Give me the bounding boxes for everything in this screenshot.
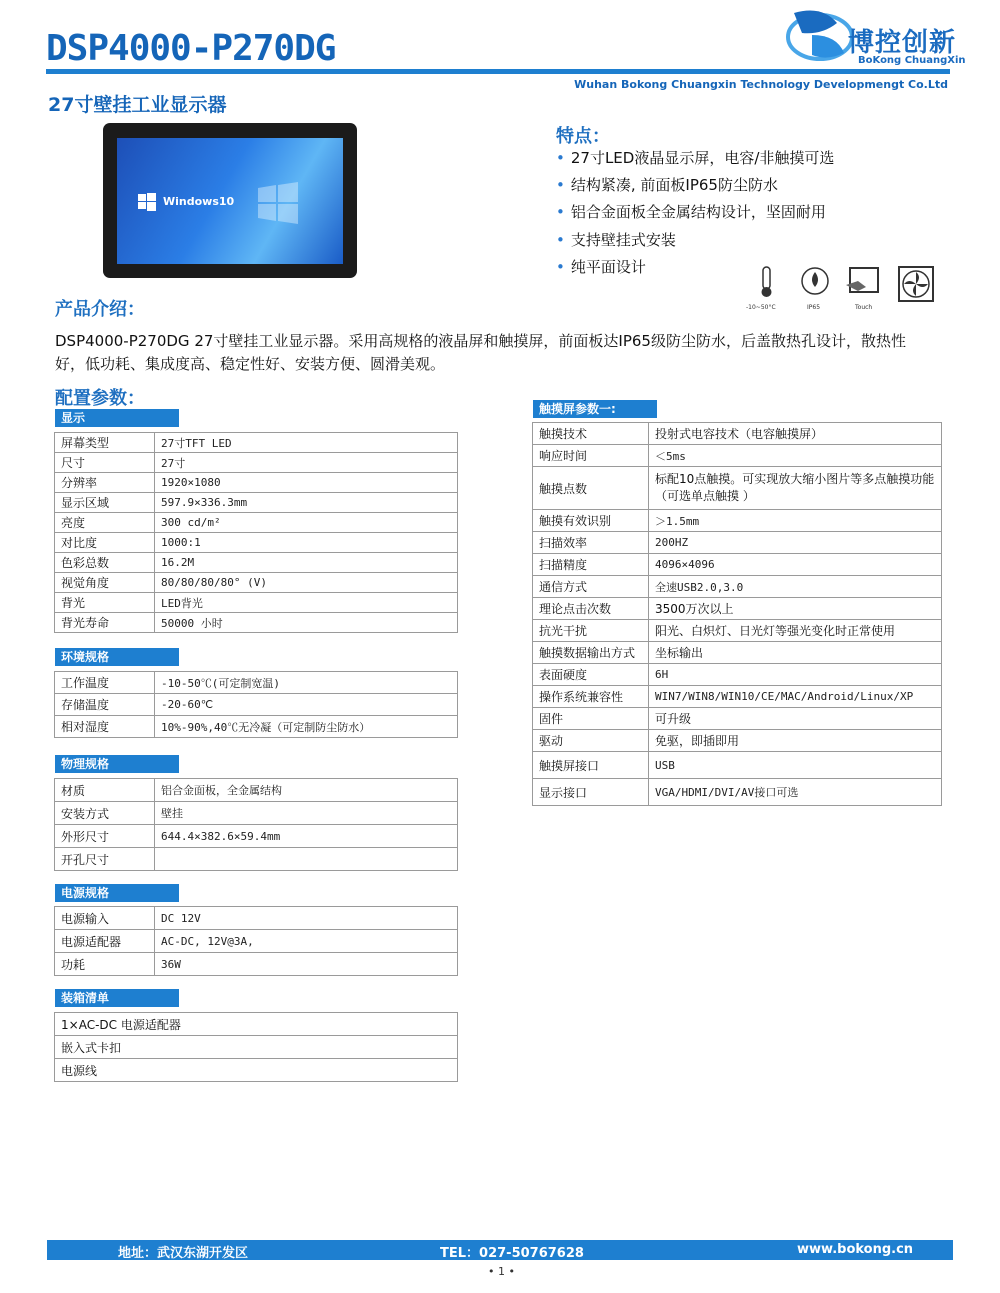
table-row: 背光 LED背光 [55,593,458,613]
table-row: 触摸屏接口 USB [533,752,942,779]
table-row: 通信方式 全速USB2.0,3.0 [533,576,942,598]
footer-address: 地址：武汉东湖开发区 [118,1246,249,1261]
table-row: 亮度 300 cd/m² [55,513,458,533]
table-row: 表面硬度 6H [533,664,942,686]
ip65-label: IP65 [807,304,821,311]
touch-icon [844,265,882,303]
thermometer-icon [748,265,786,303]
page-title: DSP4000-P270DG [46,28,336,69]
table-row: 触摸点数 标配10点触摸。可实现放大缩小图片等多点触摸功能（可选单点触摸 ） [533,467,942,510]
table-row: 屏幕类型 27寸TFT LED [55,433,458,453]
table-row: 分辨率 1920×1080 [55,473,458,493]
table-row: 色彩总数 16.2M [55,553,458,573]
environment-spec-table [54,671,458,738]
power-section-title: 电源规格 [55,884,179,902]
table-row: 触摸技术 投射式电容技术（电容触摸屏） [533,423,942,445]
table-row: 嵌入式卡扣 [55,1036,458,1059]
footer-tel: TEL：027-50767628 [440,1246,584,1261]
product-subtitle: 27寸壁挂工业显示器 [48,94,227,116]
table-row: 1×AC-DC 电源适配器 [55,1013,458,1036]
table-row: 抗光干扰 阳光、白炽灯、日光灯等强光变化时正常使用 [533,620,942,642]
table-row: 安装方式 壁挂 [55,802,458,825]
table-row: 扫描精度 4096×4096 [533,554,942,576]
table-row: 电源线 [55,1059,458,1082]
feature-item: • 结构紧凑, 前面板IP65防尘防水 [556,176,778,194]
intro-heading: 产品介绍： [55,299,145,320]
table-row: 材质 铝合金面板，全金属结构 [55,779,458,802]
thermometer-label: -10~50°C [746,304,776,311]
ip65-icon [796,265,834,303]
table-row: 显示接口 VGA/HDMI/DVI/AV接口可选 [533,779,942,806]
table-row: 固件 可升级 [533,708,942,730]
table-row: 响应时间 ＜5ms [533,445,942,467]
table-row: 视觉角度 80/80/80/80° (V) [55,573,458,593]
power-spec-table [54,906,458,976]
touch-label: Touch [855,304,873,311]
page-number: • 1 • [488,1265,515,1278]
touch-spec-table [532,422,942,806]
features-heading: 特点： [556,126,610,147]
feature-item: • 铝合金面板全金属结构设计，坚固耐用 [556,203,826,221]
display-section-title: 显示 [55,409,179,427]
fan-icon [897,265,935,303]
feature-item: • 支持壁挂式安装 [556,231,676,249]
intro-text: DSP4000-P270DG 27寸壁挂工业显示器。采用高规格的液晶屏和触摸屏，前面板达IP65级防尘防水，后盖散热孔设计，散热性好，低功耗、集成度高、稳定性好、安装方便、圆滑美观。 [55,332,906,373]
table-row: 显示区域 597.9×336.3mm [55,493,458,513]
table-row: 触摸有效识别 ＞1.5mm [533,510,942,532]
table-row: 存储温度 -20-60℃ [55,694,458,716]
feature-item: • 纯平面设计 [556,258,646,276]
table-row: 外形尺寸 644.4×382.6×59.4mm [55,825,458,848]
table-row: 工作温度 -10-50℃(可定制宽温) [55,672,458,694]
physical-section-title: 物理规格 [55,755,179,773]
display-spec-table [54,432,458,633]
header-divider [46,69,950,74]
touch-section-title: 触摸屏参数一: [533,400,657,418]
physical-spec-table [54,778,458,871]
table-row: 对比度 1000:1 [55,533,458,553]
table-row: 功耗 36W [55,953,458,976]
table-row: 相对湿度 10%-90%,40℃无冷凝（可定制防尘防水） [55,716,458,738]
table-row: 扫描效率 200HZ [533,532,942,554]
packing-list-table [54,1012,458,1082]
feature-item: • 27寸LED液晶显示屏，电容/非触摸可选 [556,149,835,167]
footer-website[interactable]: www.bokong.cn [797,1242,914,1257]
logo-text-en: BoKong ChuangXin [858,55,966,66]
table-row: 开孔尺寸 [55,848,458,871]
table-row: 操作系统兼容性 WIN7/WIN8/WIN10/CE/MAC/Android/Linux/XP [533,686,942,708]
table-row: 驱动 免驱，即插即用 [533,730,942,752]
table-row: 电源适配器 AC-DC, 12V@3A, [55,930,458,953]
company-name: Wuhan Bokong Chuangxin Technology Developmengt Co.Ltd [574,78,948,91]
params-heading: 配置参数： [55,388,145,409]
packing-section-title: 装箱清单 [55,989,179,1007]
table-row: 触摸数据输出方式 坐标输出 [533,642,942,664]
logo-text-cn: 博控创新 [848,28,957,58]
table-row: 电源输入 DC 12V [55,907,458,930]
windows-logo-icon [138,193,156,211]
environment-section-title: 环境规格 [55,648,179,666]
screen-text: Windows10 [163,195,235,208]
windows-logo-large-icon [258,182,298,224]
table-row: 尺寸 27寸 [55,453,458,473]
table-row: 背光寿命 50000 小时 [55,613,458,633]
table-row: 理论点击次数 3500万次以上 [533,598,942,620]
